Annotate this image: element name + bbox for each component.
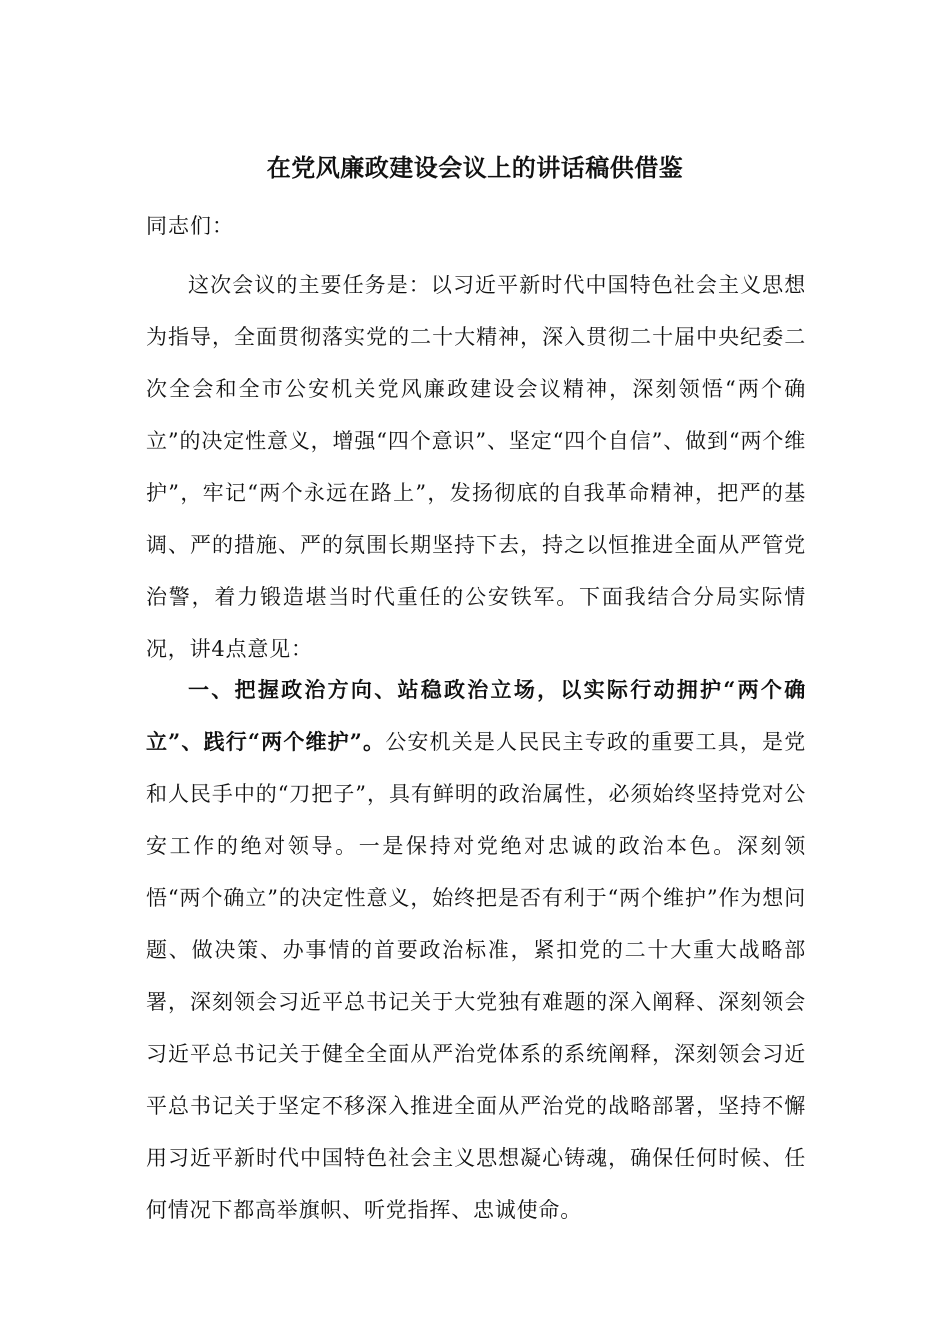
section-one-heading: 一、把握政治方向、站稳政治立场，以实际行动拥护“两个确立”、践行“两个维护”。 — [146, 677, 806, 754]
paragraph-section-one — [146, 664, 806, 1236]
document-title: 在党风廉政建设会议上的讲话稿供借鉴 — [266, 153, 684, 182]
section-one-body: 公安机关是人民民主专政的重要工具，是党和人民手中的“刀把子”，具有鲜明的政治属性，必须始终坚持党对公安工作的绝对领导。一是保持对党绝对忠诚的政治本色。深刻领悟“两个确立”的决定性意义，始终把是否有利于“两个维护”作为想问题、做决策、办事情的首要政治标准，紧扣党的二十大重大战略部署，深刻领会习近平总书记关于大党独有难题的深入阐释、深刻领会习近平总书记关于健全全面从严治党体系的系统阐释，深刻领会习近平总书记关于坚定不移深入推进全面从严治党的战略部署，坚持不懈用习近平新时代中国特色社会主义思想凝心铸魂，确保任何时候、任何情况下都高举旗帜、听党指挥、忠诚使命。 — [146, 730, 806, 1222]
paragraph-intro: 这次会议的主要任务是：以习近平新时代中国特色社会主义思想为指导，全面贯彻落实党的二十大精神，深入贯彻二十届中央纪委二次全会和全市公安机关党风廉政建设会议精神，深刻领悟“两个确立”的决定性意义，增强“四个意识”、坚定“四个自信”、做到“两个维护”，牢记“两个永远在路上”，发扬彻底的自我革命精神，把严的基调、严的措施、严的氛围长期坚持下去，持之以恒推进全面从严管党治警，着力锻造堪当时代重任的公安铁军。下面我结合分局实际情况，讲4点意见： — [146, 273, 806, 661]
greeting: 同志们： — [146, 214, 234, 238]
